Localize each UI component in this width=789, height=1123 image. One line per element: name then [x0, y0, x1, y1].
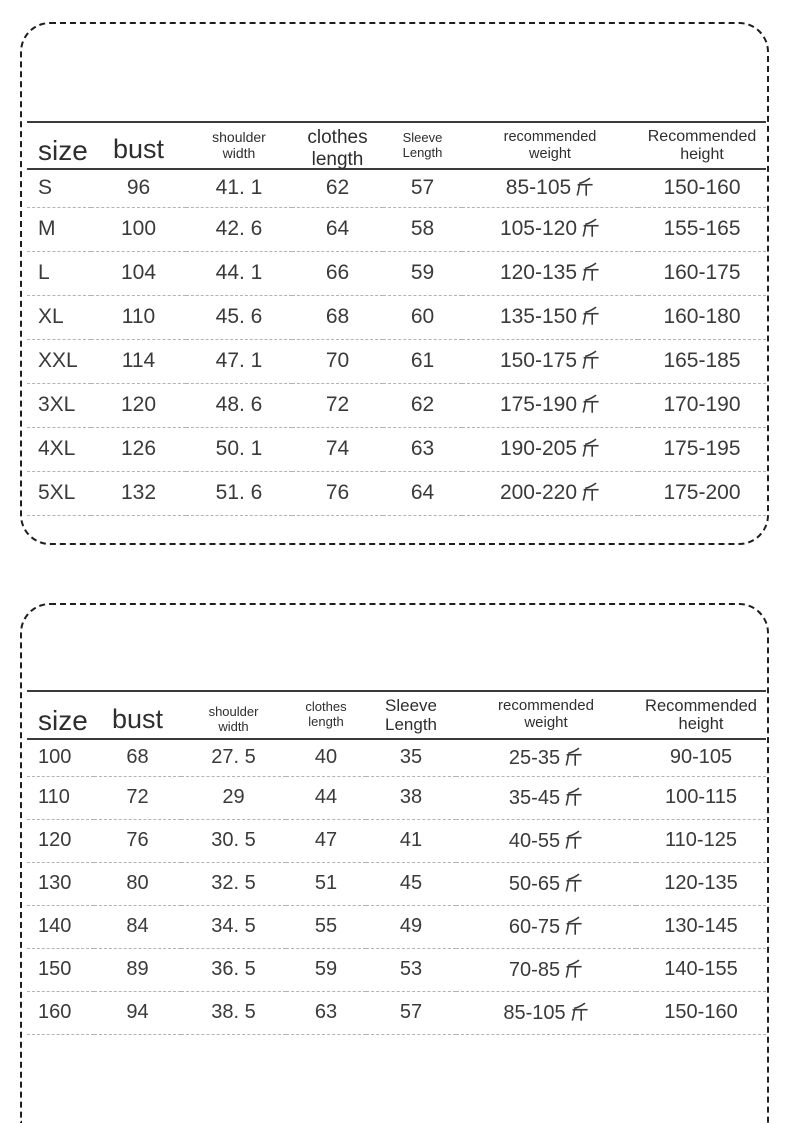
cell-sleeve: 35 — [366, 739, 456, 776]
cell-shoulder: 38. 5 — [181, 991, 286, 1034]
cell-size: XXL — [27, 339, 91, 383]
cell-bust: 100 — [91, 207, 186, 251]
cell-shoulder: 36. 5 — [181, 948, 286, 991]
cell-shoulder: 30. 5 — [181, 819, 286, 862]
cell-weight: 135-150 — [462, 295, 638, 339]
cell-sleeve: 60 — [383, 295, 462, 339]
size-row-L — [27, 251, 766, 295]
cell-clothes: 51 — [286, 862, 366, 905]
cell-weight: 85-105 — [462, 169, 638, 207]
cell-sleeve: 58 — [383, 207, 462, 251]
jin-unit-icon — [563, 915, 583, 936]
jin-unit-icon — [563, 958, 583, 979]
cell-height: 175-200 — [638, 471, 766, 515]
column-header-shoulder: shoulder width — [186, 122, 292, 169]
cell-size: 110 — [27, 776, 94, 819]
cell-clothes: 55 — [286, 905, 366, 948]
cell-size: 120 — [27, 819, 94, 862]
cell-bust: 132 — [91, 471, 186, 515]
cell-shoulder: 32. 5 — [181, 862, 286, 905]
cell-bust: 104 — [91, 251, 186, 295]
column-header-sleeve: Sleeve Length — [383, 122, 462, 169]
cell-height: 175-195 — [638, 427, 766, 471]
cell-shoulder: 45. 6 — [186, 295, 292, 339]
cell-size: M — [27, 207, 91, 251]
cell-size: 150 — [27, 948, 94, 991]
cell-sleeve: 61 — [383, 339, 462, 383]
size-row-160 — [27, 991, 766, 1034]
cell-clothes: 44 — [286, 776, 366, 819]
cell-size: 130 — [27, 862, 94, 905]
kids-size-table — [27, 690, 766, 1035]
cell-size: 140 — [27, 905, 94, 948]
cell-sleeve: 38 — [366, 776, 456, 819]
cell-height: 160-175 — [638, 251, 766, 295]
jin-unit-icon — [574, 176, 594, 197]
cell-bust: 80 — [94, 862, 181, 905]
size-row-S — [27, 169, 766, 207]
cell-height: 160-180 — [638, 295, 766, 339]
column-header-weight: recommended weight — [456, 691, 636, 739]
cell-sleeve: 49 — [366, 905, 456, 948]
cell-sleeve: 57 — [383, 169, 462, 207]
jin-unit-icon — [563, 872, 583, 893]
cell-clothes: 40 — [286, 739, 366, 776]
cell-size: XL — [27, 295, 91, 339]
cell-sleeve: 45 — [366, 862, 456, 905]
jin-unit-icon — [580, 349, 600, 370]
cell-clothes: 47 — [286, 819, 366, 862]
cell-shoulder: 29 — [181, 776, 286, 819]
cell-bust: 110 — [91, 295, 186, 339]
cell-size: 4XL — [27, 427, 91, 471]
adult-table-body — [27, 169, 766, 515]
cell-height: 165-185 — [638, 339, 766, 383]
column-header-bust: bust — [94, 691, 181, 739]
size-row-150 — [27, 948, 766, 991]
cell-shoulder: 51. 6 — [186, 471, 292, 515]
jin-unit-icon — [563, 786, 583, 807]
cell-clothes: 64 — [292, 207, 383, 251]
adult-size-chart-panel — [20, 22, 769, 545]
cell-shoulder: 50. 1 — [186, 427, 292, 471]
cell-sleeve: 53 — [366, 948, 456, 991]
cell-clothes: 68 — [292, 295, 383, 339]
cell-weight: 175-190 — [462, 383, 638, 427]
size-row-XL — [27, 295, 766, 339]
size-row-XXL — [27, 339, 766, 383]
cell-shoulder: 47. 1 — [186, 339, 292, 383]
cell-bust: 114 — [91, 339, 186, 383]
cell-shoulder: 34. 5 — [181, 905, 286, 948]
column-header-height: Recommended height — [638, 122, 766, 169]
cell-bust: 94 — [94, 991, 181, 1034]
cell-weight: 60-75 — [456, 905, 636, 948]
cell-clothes: 62 — [292, 169, 383, 207]
cell-bust: 76 — [94, 819, 181, 862]
jin-unit-icon — [580, 393, 600, 414]
cell-weight: 120-135 — [462, 251, 638, 295]
column-header-sleeve: Sleeve Length — [366, 691, 456, 739]
column-header-height: Recommended height — [636, 691, 766, 739]
size-row-140 — [27, 905, 766, 948]
cell-sleeve: 63 — [383, 427, 462, 471]
cell-weight: 200-220 — [462, 471, 638, 515]
cell-clothes: 59 — [286, 948, 366, 991]
cell-height: 120-135 — [636, 862, 766, 905]
adult-table-header-row — [27, 122, 766, 169]
cell-height: 155-165 — [638, 207, 766, 251]
cell-bust: 126 — [91, 427, 186, 471]
column-header-clothes: clothes length — [286, 691, 366, 739]
cell-weight: 105-120 — [462, 207, 638, 251]
kids-table-body — [27, 739, 766, 1034]
size-row-100 — [27, 739, 766, 776]
cell-height: 90-105 — [636, 739, 766, 776]
column-header-size: size — [27, 122, 91, 169]
cell-bust: 120 — [91, 383, 186, 427]
kids-table-header-row — [27, 691, 766, 739]
size-row-110 — [27, 776, 766, 819]
cell-clothes: 74 — [292, 427, 383, 471]
cell-height: 170-190 — [638, 383, 766, 427]
cell-sleeve: 64 — [383, 471, 462, 515]
cell-size: 3XL — [27, 383, 91, 427]
size-row-5XL — [27, 471, 766, 515]
jin-unit-icon — [569, 1001, 589, 1022]
cell-sleeve: 41 — [366, 819, 456, 862]
cell-bust: 72 — [94, 776, 181, 819]
cell-weight: 50-65 — [456, 862, 636, 905]
cell-shoulder: 44. 1 — [186, 251, 292, 295]
size-row-4XL — [27, 427, 766, 471]
jin-unit-icon — [563, 746, 583, 767]
jin-unit-icon — [580, 481, 600, 502]
cell-weight: 35-45 — [456, 776, 636, 819]
cell-size: 160 — [27, 991, 94, 1034]
cell-shoulder: 41. 1 — [186, 169, 292, 207]
cell-clothes: 66 — [292, 251, 383, 295]
cell-sleeve: 59 — [383, 251, 462, 295]
jin-unit-icon — [580, 437, 600, 458]
cell-shoulder: 27. 5 — [181, 739, 286, 776]
cell-sleeve: 62 — [383, 383, 462, 427]
cell-weight: 25-35 — [456, 739, 636, 776]
cell-height: 140-155 — [636, 948, 766, 991]
cell-weight: 70-85 — [456, 948, 636, 991]
cell-size: 5XL — [27, 471, 91, 515]
cell-clothes: 76 — [292, 471, 383, 515]
size-row-M — [27, 207, 766, 251]
cell-shoulder: 42. 6 — [186, 207, 292, 251]
cell-weight: 85-105 — [456, 991, 636, 1034]
column-header-size: size — [27, 691, 94, 739]
column-header-bust: bust — [91, 122, 186, 169]
cell-height: 110-125 — [636, 819, 766, 862]
cell-height: 150-160 — [638, 169, 766, 207]
cell-height: 100-115 — [636, 776, 766, 819]
jin-unit-icon — [580, 217, 600, 238]
cell-size: 100 — [27, 739, 94, 776]
cell-size: L — [27, 251, 91, 295]
cell-bust: 89 — [94, 948, 181, 991]
jin-unit-icon — [580, 261, 600, 282]
size-row-120 — [27, 819, 766, 862]
cell-bust: 84 — [94, 905, 181, 948]
cell-weight: 150-175 — [462, 339, 638, 383]
column-header-shoulder: shoulder width — [181, 696, 286, 744]
size-row-130 — [27, 862, 766, 905]
column-header-clothes: clothes length — [292, 125, 383, 172]
cell-clothes: 63 — [286, 991, 366, 1034]
cell-height: 150-160 — [636, 991, 766, 1034]
cell-bust: 68 — [94, 739, 181, 776]
cell-sleeve: 57 — [366, 991, 456, 1034]
cell-weight: 190-205 — [462, 427, 638, 471]
size-row-3XL — [27, 383, 766, 427]
cell-clothes: 72 — [292, 383, 383, 427]
cell-weight: 40-55 — [456, 819, 636, 862]
cell-bust: 96 — [91, 169, 186, 207]
cell-shoulder: 48. 6 — [186, 383, 292, 427]
column-header-weight: recommended weight — [462, 122, 638, 169]
kids-size-chart-panel — [20, 603, 769, 1123]
cell-size: S — [27, 169, 91, 207]
cell-clothes: 70 — [292, 339, 383, 383]
jin-unit-icon — [563, 829, 583, 850]
jin-unit-icon — [580, 305, 600, 326]
cell-height: 130-145 — [636, 905, 766, 948]
adult-size-table — [27, 121, 766, 516]
